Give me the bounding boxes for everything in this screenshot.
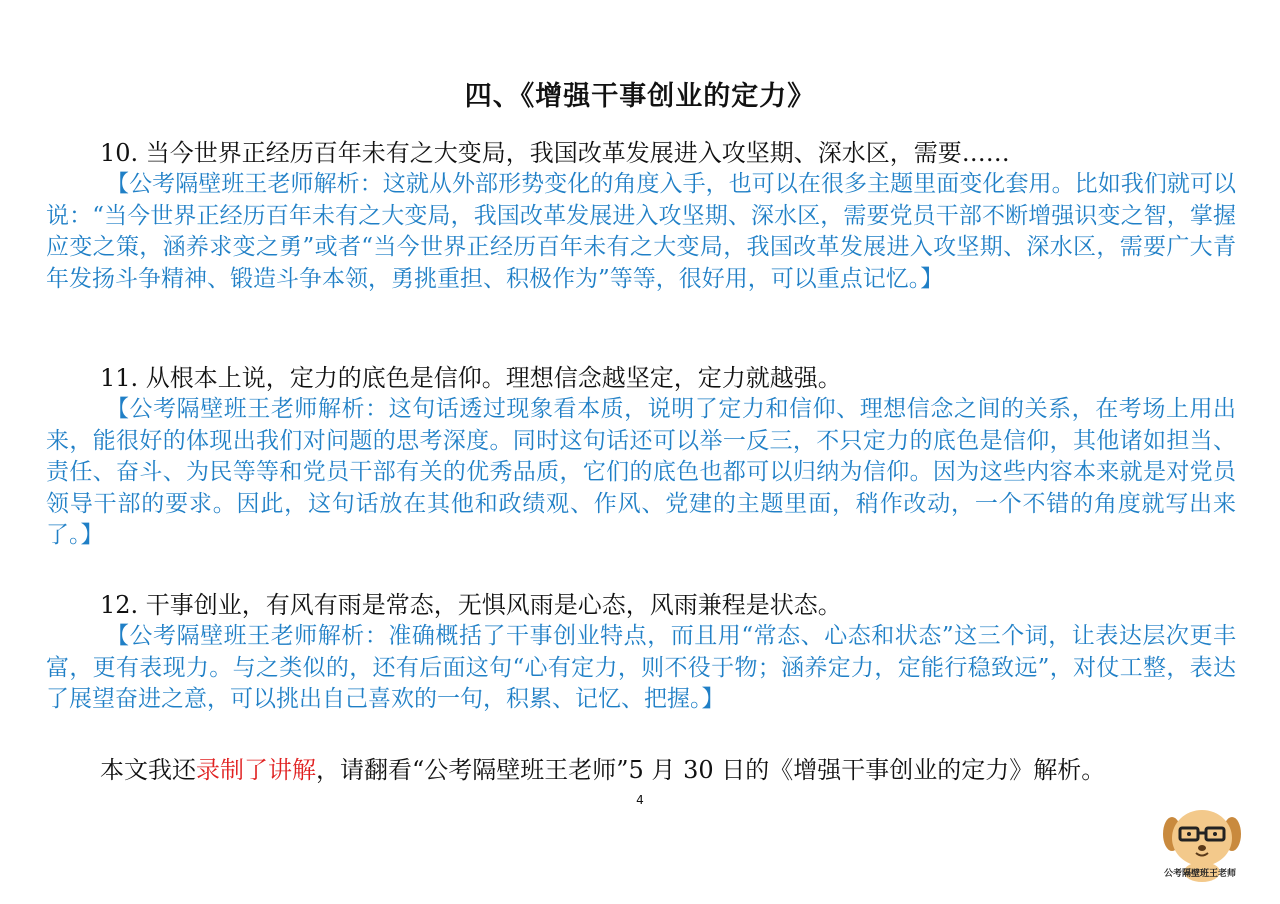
closing-highlight: 录制了讲解 — [196, 756, 316, 784]
closing-note — [100, 754, 1105, 786]
analysis-text: 【公考隔壁班王老师解析：准确概括了干事创业特点，而且用“常态、心态和状态”这三个词，让表达层次更丰富，更有表现力。与之类似的，还有后面这句“心有定力，则不役于物；涵养定力，定能行稳致远”，对仗工整，表达了展望奋进之意，可以挑出自己喜欢的一句，积累、记忆、把握。】 — [46, 623, 1236, 712]
excerpt-10 — [46, 137, 1236, 295]
quote-text: 10. 当今世界正经历百年未有之大变局，我国改革发展进入攻坚期、深水区，需要…… — [100, 139, 1010, 167]
page-number: 4 — [636, 793, 644, 807]
page-title: 四、《增强干事创业的定力》 — [464, 81, 816, 112]
analysis-text: 【公考隔壁班王老师解析：这就从外部形势变化的角度入手，也可以在很多主题里面变化套用。比如我们就可以说：“当今世界正经历百年未有之大变局，我国改革发展进入攻坚期、深水区，需要党员干部不断增强识变之智，掌握应变之策，涵养求变之勇”或者“当今世界正经历百年未有之大变局，我国改革发展进入攻坚期、深水区，需要广大青年发扬斗争精神、锻造斗争本领，勇挑重担、积极作为”等等，很好用，可以重点记忆。】 — [46, 171, 1236, 292]
quote-text: 12. 干事创业，有风有雨是常态，无惧风雨是心态，风雨兼程是状态。 — [100, 591, 842, 619]
closing-suffix: ，请翻看“公考隔壁班王老师”5 月 30 日的《增强干事创业的定力》解析。 — [316, 756, 1106, 784]
excerpt-12 — [46, 589, 1236, 716]
analysis-text: 【公考隔壁班王老师解析：这句话透过现象看本质，说明了定力和信仰、理想信念之间的关系，在考场上用出来，能很好的体现出我们对问题的思考深度。同时这句话还可以举一反三，不只定力的底色是信仰，其他诸如担当、责任、奋斗、为民等等和党员干部有关的优秀品质，它们的底色也都可以归纳为信仰。因为这些内容本来就是对党员领导干部的要求。因此，这句话放在其他和政绩观、作风、党建的主题里面，稍作改动，一个不错的角度就写出来了。】 — [46, 396, 1236, 548]
logo-label: 公考隔壁班王老师 — [1163, 869, 1236, 879]
quote-text: 11. 从根本上说，定力的底色是信仰。理想信念越坚定，定力就越强。 — [100, 364, 842, 392]
closing-prefix: 本文我还 — [100, 756, 196, 784]
excerpt-11 — [46, 362, 1236, 552]
